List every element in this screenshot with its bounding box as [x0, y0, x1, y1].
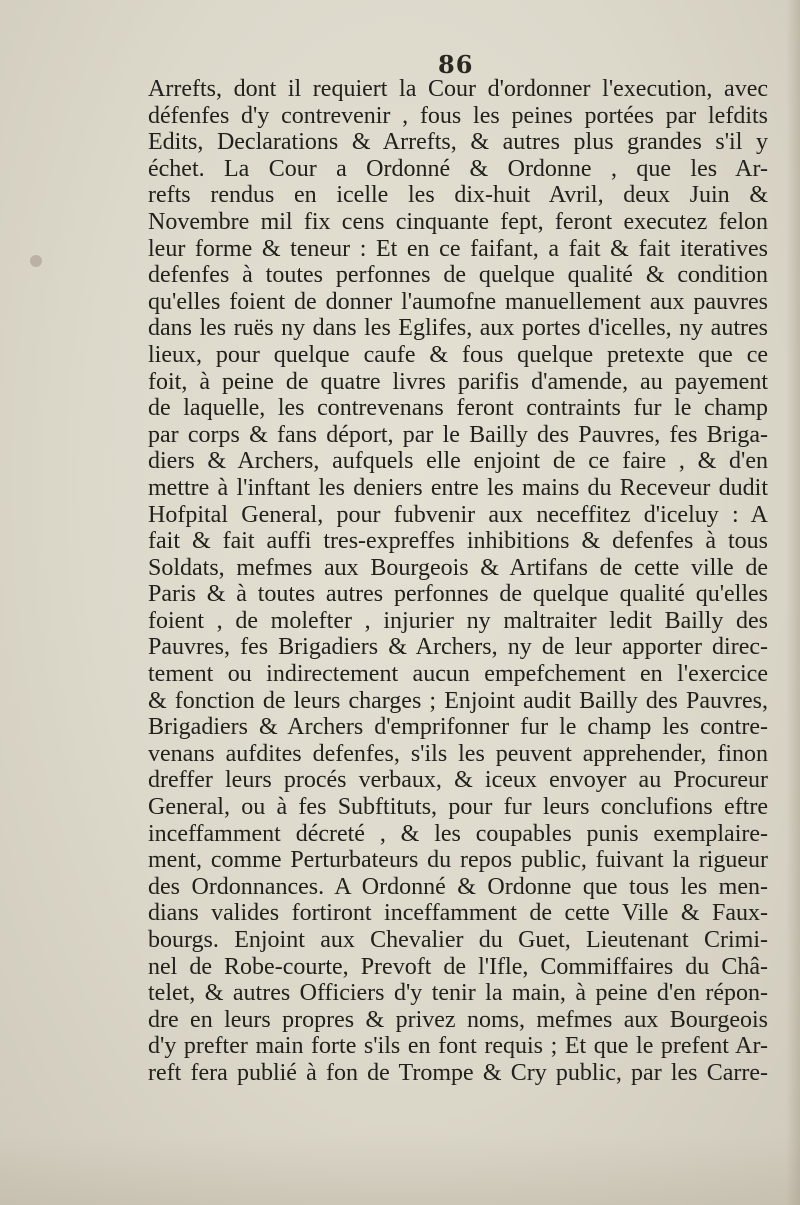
text-line: reft fera publié à fon de Trompe & Cry public, par les Carre-	[148, 1059, 768, 1086]
text-line: qu'elles foient de donner l'aumofne manuellement aux pauvres	[148, 288, 768, 315]
paper-stain	[30, 255, 42, 267]
text-line: bourgs. Enjoint aux Chevalier du Guet, Lieutenant Crimi-	[148, 927, 768, 953]
text-line: inceffamment décreté , & les coupables punis exemplaire-	[148, 820, 768, 847]
text-line: tement ou indirectement aucun empefchement en l'exercice	[148, 661, 768, 688]
text-line: Hofpital General, pour fubvenir aux neceffitez d'iceluy : A	[148, 501, 768, 528]
text-line: dians valides fortiront inceffamment de cette Ville & Faux-	[148, 900, 768, 927]
text-line: Soldats, mefmes aux Bourgeois & Artifans de cette ville de	[148, 554, 768, 581]
text-line: par corps & fans déport, par le Bailly des Pauvres, fes Briga-	[148, 421, 768, 448]
text-line: refts rendus en icelle les dix-huit Avril, deux Juin &	[148, 182, 768, 209]
page-bottom-shadow	[0, 1135, 800, 1205]
page-edge-shadow	[786, 0, 800, 1205]
text-line: défenfes d'y contrevenir , fous les peines portées par lefdits	[148, 102, 768, 129]
text-line: d'y prefter main forte s'ils en font requis ; Et que le prefent Ar-	[148, 1033, 768, 1060]
text-line: General, ou à fes Subftituts, pour fur leurs conclufions eftre	[148, 794, 768, 821]
text-line: nel de Robe-courte, Prevoft de l'Ifle, Commiffaires du Châ-	[148, 953, 768, 980]
text-line: des Ordonnances. A Ordonné & Ordonne que tous les men-	[148, 873, 768, 900]
text-line: Pauvres, fes Brigadiers & Archers, ny de leur apporter direc-	[148, 634, 768, 661]
text-line: dre en leurs propres & privez noms, mefmes aux Bourgeois	[148, 1006, 768, 1033]
text-line: dans les ruës ny dans les Eglifes, aux portes d'icelles, ny autres	[148, 315, 768, 342]
text-line: foient , de molefter , injurier ny maltraiter ledit Bailly des	[148, 607, 768, 634]
text-line: dreffer leurs procés verbaux, & iceux envoyer au Procureur	[148, 767, 768, 794]
text-line: Brigadiers & Archers d'emprifonner fur le champ les contre-	[148, 714, 768, 741]
text-line: fait & fait auffi tres-expreffes inhibitions & defenfes à tous	[148, 528, 768, 555]
text-line: & fonction de leurs charges ; Enjoint audit Bailly des Pauvres,	[148, 687, 768, 714]
page-number: 86	[438, 50, 474, 79]
text-line: venans aufdites defenfes, s'ils les peuvent apprehender, finon	[148, 740, 768, 767]
text-line: de laquelle, les contrevenans feront contraints fur le champ	[148, 395, 768, 422]
text-line: Paris & à toutes autres perfonnes de quelque qualité qu'elles	[148, 581, 768, 608]
text-line: ment, comme Perturbateurs du repos public, fuivant la rigueur	[148, 847, 768, 874]
text-line: Edits, Declarations & Arrefts, & autres plus grandes s'il y	[148, 129, 768, 156]
text-line: leur forme & teneur : Et en ce faifant, a fait & fait iteratives	[148, 235, 768, 262]
text-line: lieux, pour quelque caufe & fous quelque pretexte que ce	[148, 341, 768, 368]
text-line: Novembre mil fix cens cinquante fept, feront executez felon	[148, 208, 768, 235]
text-line: diers & Archers, aufquels elle enjoint de ce faire , & d'en	[148, 448, 768, 475]
text-line: échet. La Cour a Ordonné & Ordonne , que les Ar-	[148, 155, 768, 182]
body-text	[148, 76, 768, 1087]
text-line: foit, à peine de quatre livres parifis d'amende, au payement	[148, 368, 768, 395]
text-line: Arrefts, dont il requiert la Cour d'ordonner l'execution, avec	[148, 76, 768, 102]
text-line: defenfes à toutes perfonnes de quelque qualité & condition	[148, 262, 768, 289]
text-line: telet, & autres Officiers d'y tenir la main, à peine d'en répon-	[148, 980, 768, 1007]
text-line: mettre à l'inftant les deniers entre les mains du Receveur dudit	[148, 474, 768, 501]
